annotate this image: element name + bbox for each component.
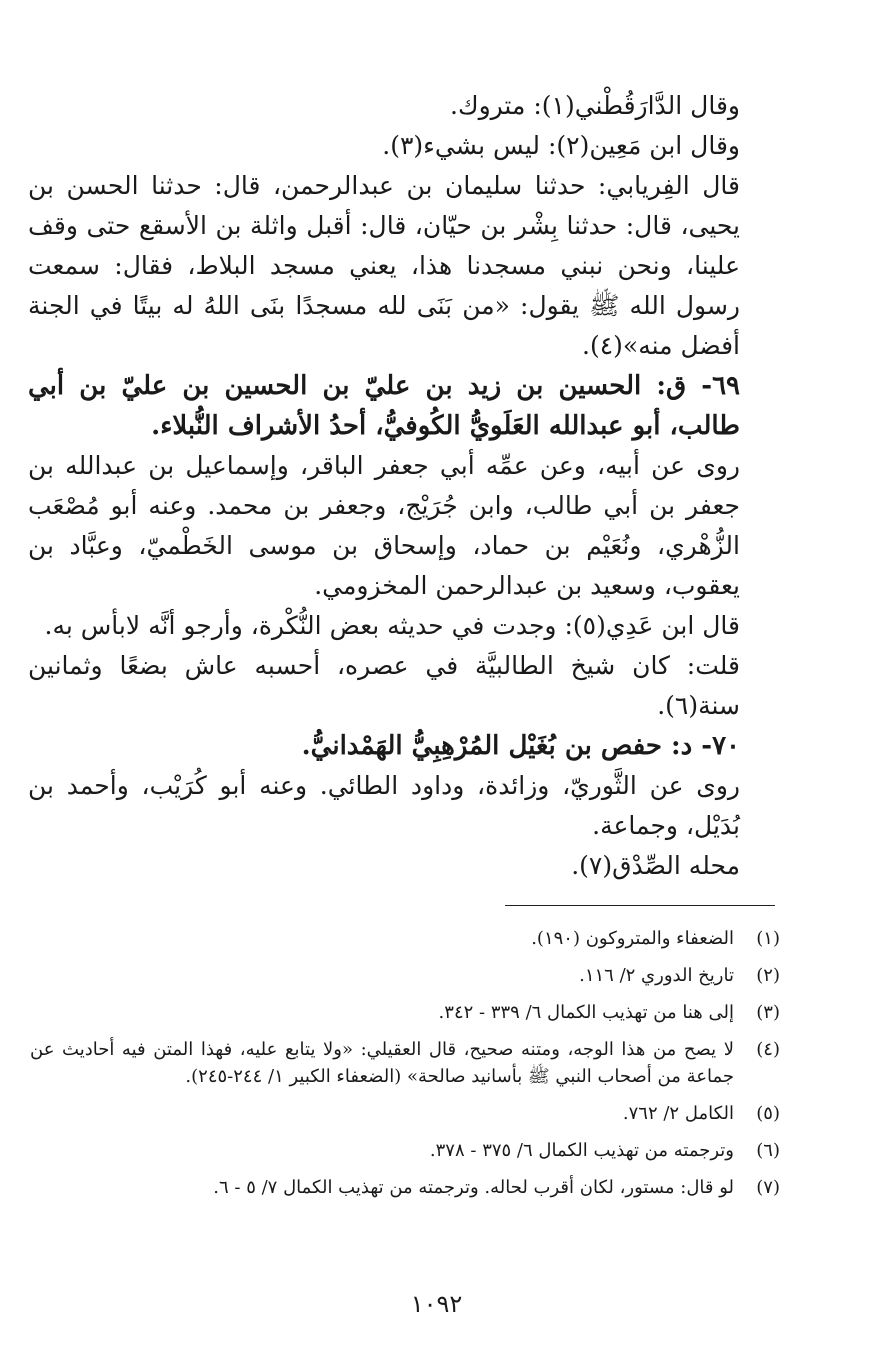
- footnote-number: (٢): [756, 965, 780, 986]
- footnotes: [30, 925, 780, 1211]
- main-text: [28, 86, 780, 886]
- entry-70-heading: ٧٠- د: حفص بن بُغَيْل المُرْهِبِيُّ الهَمْدانيُّ.: [301, 731, 740, 761]
- entry-69-ibn-adi: قال ابن عَدِي(٥): وجدت في حديثه بعض النُّكْرة، وأرجو أنَّه لابأس به.: [44, 611, 740, 640]
- entry-70-narrators: روى عن الثَّوريّ، وزائدة، وداود الطائي. وعنه أبو كُرَيْب، وأحمد بن بُدَيْل، وجماعة.: [28, 771, 740, 840]
- footnote-text: تاريخ الدوري ٢/ ١١٦.: [579, 965, 734, 986]
- footnote-separator: [505, 905, 775, 906]
- body-line-daraqutni: وقال الدَّارَقُطْني(١): متروك.: [450, 91, 740, 120]
- entry-70-grade: محله الصِّدْق(٧).: [571, 851, 740, 880]
- body-line-ibn-main: وقال ابن مَعِين(٢): ليس بشيء(٣).: [382, 131, 740, 160]
- footnote-number: (٥): [756, 1103, 780, 1124]
- footnote-text: وترجمته من تهذيب الكمال ٦/ ٣٧٥ - ٣٧٨.: [429, 1140, 734, 1161]
- footnote-4: [30, 1036, 780, 1090]
- footnote-2: [30, 962, 780, 989]
- entry-69-author-note: قلت: كان شيخ الطالبيَّة في عصره، أحسبه عاش بضعًا وثمانين سنة(٦).: [28, 651, 740, 720]
- footnote-text: لو قال: مستور، لكان أقرب لحاله. وترجمته من تهذيب الكمال ٧/ ٥ - ٦.: [213, 1177, 734, 1198]
- page-number: ١٠٩٢: [410, 1290, 463, 1318]
- footnote-6: [30, 1137, 780, 1164]
- footnote-1: [30, 925, 780, 952]
- footnote-number: (٣): [756, 1002, 780, 1023]
- footnote-text: لا يصح من هذا الوجه، ومتنه صحيح، قال العقيلي: «ولا يتابع عليه، فهذا المتن فيه أحاديث عن جماعة من أصحاب النبي ﷺ بأسانيد صالحة» (الضعفاء الكبير ١/ ٢٤٤-٢٤٥).: [30, 1039, 734, 1087]
- footnote-number: (١): [756, 928, 780, 949]
- footnote-text: الكامل ٢/ ٧٦٢.: [622, 1103, 734, 1124]
- footnote-text: الضعفاء والمتروكون (١٩٠).: [531, 928, 734, 949]
- footnote-5: [30, 1100, 780, 1127]
- footnote-number: (٧): [756, 1177, 780, 1198]
- entry-69-heading: ٦٩- ق: الحسين بن زيد بن عليّ بن الحسين بن عليّ بن أبي طالب، أبو عبدالله العَلَويُّ الكُوفيُّ، أحدُ الأشراف النُّبلاء.: [28, 371, 740, 441]
- footnote-3: [30, 999, 780, 1026]
- footnote-number: (٤): [756, 1039, 780, 1060]
- body-paragraph-firyabi: قال الفِريابي: حدثنا سليمان بن عبدالرحمن، قال: حدثنا الحسن بن يحيى، قال: حدثنا بِشْر بن حيّان، قال: أقبل واثلة بن الأسقع حتى وقف علينا، ونحن نبني مسجدنا هذا، يعني مسجد البلاط، فقال: سمعت رسول الله ﷺ يقول: «من بَنَى لله مسجدًا بنَى اللهُ له بيتًا في الجنة أفضل منه»(٤).: [28, 171, 740, 360]
- footnote-text: إلى هنا من تهذيب الكمال ٦/ ٣٣٩ - ٣٤٢.: [438, 1002, 734, 1023]
- footnote-number: (٦): [756, 1140, 780, 1161]
- entry-69-narrators: روى عن أبيه، وعن عمِّه أبي جعفر الباقر، وإسماعيل بن عبدالله بن جعفر بن أبي طالب، وابن جُرَيْج، وجعفر بن محمد. وعنه أبو مُصْعَب الزُّهْري، ونُعَيْم بن حماد، وإسحاق بن موسى الخَطْميّ، وعبَّاد بن يعقوب، وسعيد بن عبدالرحمن المخزومي.: [28, 451, 740, 600]
- footnote-7: [30, 1174, 780, 1201]
